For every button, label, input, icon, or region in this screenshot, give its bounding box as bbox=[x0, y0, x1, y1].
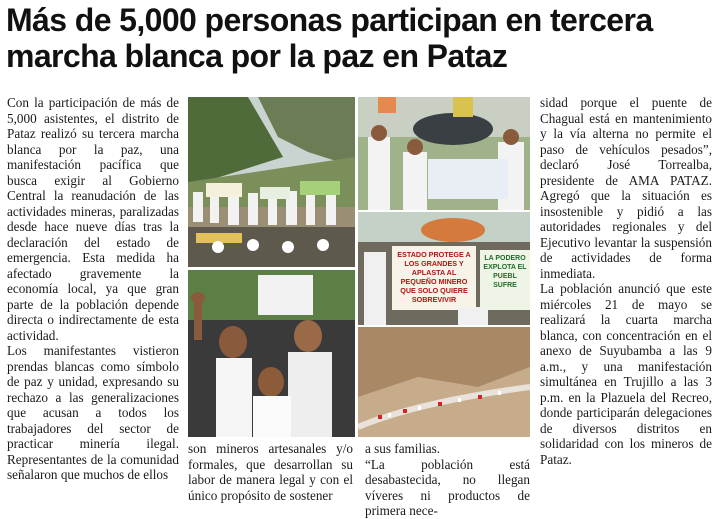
paragraph-chagual: sidad porque el puente de Chagual está en mantenimiento y la vía alterna no permite el paso de vehículos pesados”, declaró José Torrealba, presidente de AMA PATAZ. Agregó que la situación es insostenible y pidió a las autoridades regionales y del Ejecutivo levantar la suspensión de actividades de forma inmediata. bbox=[540, 95, 712, 281]
paragraph-intro: Con la participación de más de 5,000 asistentes, el distrito de Pataz realizó su tercera marcha blanca por la paz, una manifestación pacífica que busca exigir al Gobierno Central la reanudación de las actividades mineras, paralizadas desde hace nueve días tras la declaración del estado de emergencia. Esta medida ha afectado gravemente la economía local, ya que gran parte de la población depende directa o indirectamente de esta actividad. bbox=[7, 95, 179, 343]
photo-mountain-march bbox=[188, 97, 355, 267]
photo-hillside-march bbox=[358, 327, 530, 437]
paragraph-miners: son mineros artesanales y/o formales, que desarrollan su labor de manera legal y con el único propósito de sostener bbox=[188, 441, 353, 503]
article-column-4 bbox=[540, 95, 712, 467]
sign-right-text: LA PODERO EXPLOTA EL PUEBL SUFRE bbox=[483, 255, 527, 289]
headline: Más de 5,000 personas participan en tercera marcha blanca por la paz en Pataz bbox=[6, 2, 653, 74]
paragraph-announcement: La población anunció que este miércoles 21 de mayo se realizará la cuarta marcha blanca, con concentración en el anexo de Suyubamba a las 9 a.m., y una manifestación simultánea en Trujillo a las 3 p.m. en la Plazuela del Recreo, donde participarán delegaciones de diversos distritos en solidaridad con los mineros de Pataz. bbox=[540, 281, 712, 467]
paragraph-protesters: Los manifestantes vistieron prendas blancas como símbolo de paz y unidad, expresando su rechazo a las generalizaciones que acusan a todos los trabajadores del sector de practicar minería ilegal. Representantes de la comunidad señalaron que muchos de ellos bbox=[7, 343, 179, 482]
photo-umbrella-crowd bbox=[358, 97, 530, 210]
article-column-2 bbox=[188, 441, 353, 503]
photo-crowd-closeup bbox=[188, 270, 355, 437]
sign-left-text: ESTADO PROTEGE A LOS GRANDES Y APLASTA AL PEQUEÑO MINERO QUE SOLO QUIERE SOBREVIVIR bbox=[397, 250, 471, 304]
article-column-1 bbox=[7, 95, 179, 483]
paragraph-quote: “La población está desabastecida, no llegan víveres ni productos de primera nece- bbox=[365, 456, 530, 518]
photo-protest-signs bbox=[358, 212, 530, 325]
paragraph-families: a sus familias. bbox=[365, 441, 441, 456]
